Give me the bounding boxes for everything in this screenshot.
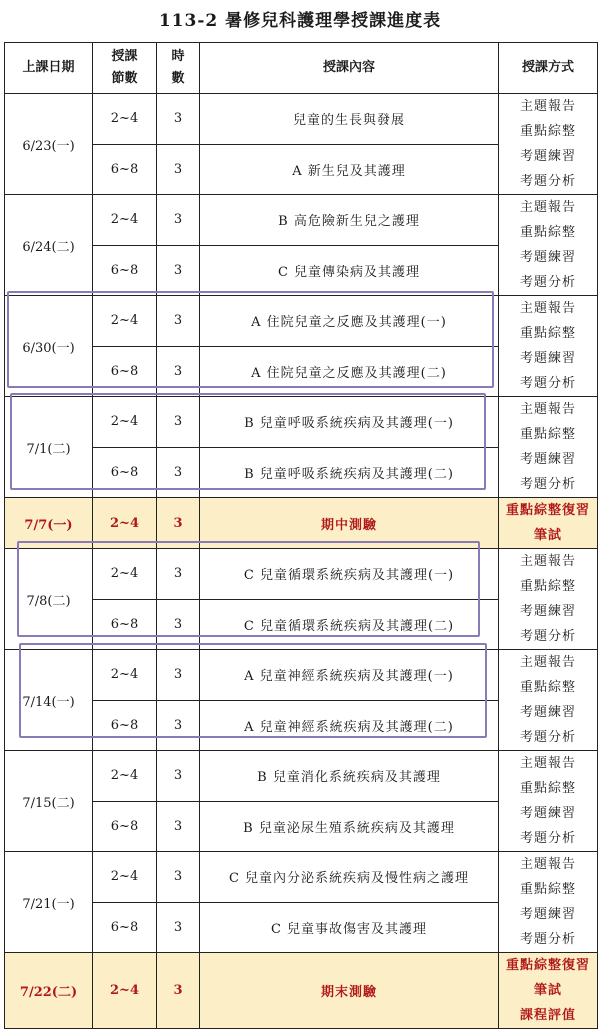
exam-row: [5, 953, 598, 1029]
content-cell: C 兒童事故傷害及其護理: [200, 902, 499, 953]
header-periods: [93, 43, 157, 94]
table-row: [5, 94, 598, 145]
content-cell: 期中測驗: [200, 498, 499, 549]
method-line: 考題分析: [519, 831, 576, 846]
schedule-body: [5, 94, 598, 1029]
hours-cell: 3: [157, 296, 200, 347]
periods-cell: 2~4: [93, 549, 157, 600]
content-cell: B 兒童呼吸系統疾病及其護理(一): [200, 397, 499, 448]
content-cell: 期末測驗: [200, 953, 499, 1029]
method-cell: [499, 195, 598, 296]
hours-cell: 3: [157, 751, 200, 802]
content-cell: C 兒童內分泌系統疾病及慢性病之護理: [200, 852, 499, 903]
date-cell: 6/30(一): [5, 296, 93, 397]
header-hours-bottom: 數: [171, 71, 185, 86]
hours-cell: 3: [157, 397, 200, 448]
method-line: 重點綜整: [519, 781, 576, 796]
hours-cell: 3: [157, 801, 200, 852]
periods-cell: 6~8: [93, 599, 157, 650]
table-row: [5, 650, 598, 701]
hours-cell: 3: [157, 902, 200, 953]
hours-cell: 3: [157, 549, 200, 600]
date-cell: 7/1(二): [5, 397, 93, 498]
header-date: 上課日期: [5, 43, 93, 94]
method-line: 考題練習: [519, 351, 576, 366]
date-cell: 7/7(一): [5, 498, 93, 549]
method-line: 重點綜整: [519, 427, 576, 442]
method-line: 重點綜整: [519, 326, 576, 341]
method-line: 考題分析: [519, 275, 576, 290]
hours-cell: 3: [157, 953, 200, 1029]
date-cell: 7/15(二): [5, 751, 93, 852]
method-line: 考題分析: [519, 730, 576, 745]
method-line: 考題練習: [519, 452, 576, 467]
method-line: 考題練習: [519, 250, 576, 265]
periods-cell: 2~4: [93, 296, 157, 347]
method-cell: [499, 953, 598, 1029]
method-line: 主題報告: [519, 200, 576, 215]
method-line: 筆試: [533, 528, 562, 543]
method-line: 主題報告: [519, 554, 576, 569]
periods-cell: 6~8: [93, 346, 157, 397]
content-cell: 兒童的生長與發展: [200, 94, 499, 145]
method-line: 考題分析: [519, 932, 576, 947]
content-cell: C 兒童傳染病及其護理: [200, 245, 499, 296]
content-cell: C 兒童循環系統疾病及其護理(二): [200, 599, 499, 650]
content-cell: A 住院兒童之反應及其護理(一): [200, 296, 499, 347]
table-row: [5, 397, 598, 448]
content-cell: B 高危險新生兒之護理: [200, 195, 499, 246]
method-cell: [499, 650, 598, 751]
table-row: [5, 296, 598, 347]
method-line: 重點綜整: [519, 225, 576, 240]
periods-cell: 2~4: [93, 498, 157, 549]
hours-cell: 3: [157, 650, 200, 701]
method-line: 主題報告: [519, 301, 576, 316]
method-cell: [499, 94, 598, 195]
content-cell: C 兒童循環系統疾病及其護理(一): [200, 549, 499, 600]
periods-cell: 2~4: [93, 852, 157, 903]
hours-cell: 3: [157, 498, 200, 549]
method-line: 主題報告: [519, 99, 576, 114]
content-cell: A 兒童神經系統疾病及其護理(一): [200, 650, 499, 701]
date-cell: 6/23(一): [5, 94, 93, 195]
hours-cell: 3: [157, 195, 200, 246]
periods-cell: 6~8: [93, 700, 157, 751]
method-cell: [499, 498, 598, 549]
table-row: [5, 549, 598, 600]
periods-cell: 2~4: [93, 751, 157, 802]
method-line: 主題報告: [519, 756, 576, 771]
date-cell: 6/24(二): [5, 195, 93, 296]
hours-cell: 3: [157, 346, 200, 397]
periods-cell: 2~4: [93, 195, 157, 246]
content-cell: A 住院兒童之反應及其護理(二): [200, 346, 499, 397]
table-row: [5, 195, 598, 246]
header-content: 授課內容: [200, 43, 499, 94]
hours-cell: 3: [157, 144, 200, 195]
method-line: 課程評值: [519, 1008, 576, 1023]
exam-row: [5, 498, 598, 549]
method-cell: [499, 852, 598, 953]
content-cell: B 兒童泌尿生殖系統疾病及其護理: [200, 801, 499, 852]
method-line: 筆試: [533, 983, 562, 998]
method-line: 主題報告: [519, 857, 576, 872]
method-line: 考題分析: [519, 376, 576, 391]
header-method: 授課方式: [499, 43, 598, 94]
hours-cell: 3: [157, 599, 200, 650]
periods-cell: 2~4: [93, 650, 157, 701]
table-row: [5, 852, 598, 903]
content-cell: B 兒童消化系統疾病及其護理: [200, 751, 499, 802]
method-cell: [499, 549, 598, 650]
header-periods-top: 授課: [111, 49, 138, 64]
method-line: 考題練習: [519, 806, 576, 821]
periods-cell: 2~4: [93, 94, 157, 145]
method-line: 考題分析: [519, 477, 576, 492]
page-title: 113-2 暑修兒科護理學授課進度表: [158, 11, 442, 31]
date-cell: 7/22(二): [5, 953, 93, 1029]
header-hours-top: 時: [171, 49, 185, 64]
method-cell: [499, 397, 598, 498]
method-line: 考題練習: [519, 907, 576, 922]
method-line: 重點綜整復習: [505, 503, 590, 518]
hours-cell: 3: [157, 447, 200, 498]
periods-cell: 6~8: [93, 144, 157, 195]
periods-cell: 2~4: [93, 953, 157, 1029]
periods-cell: 6~8: [93, 245, 157, 296]
method-line: 主題報告: [519, 402, 576, 417]
periods-cell: 6~8: [93, 902, 157, 953]
hours-cell: 3: [157, 700, 200, 751]
hours-cell: 3: [157, 94, 200, 145]
method-line: 重點綜整: [519, 124, 576, 139]
date-cell: 7/14(一): [5, 650, 93, 751]
content-cell: A 兒童神經系統疾病及其護理(二): [200, 700, 499, 751]
method-line: 考題練習: [519, 604, 576, 619]
date-cell: 7/21(一): [5, 852, 93, 953]
method-line: 重點綜整復習: [505, 958, 590, 973]
content-cell: A 新生兒及其護理: [200, 144, 499, 195]
date-cell: 7/8(二): [5, 549, 93, 650]
method-line: 重點綜整: [519, 680, 576, 695]
method-line: 重點綜整: [519, 882, 576, 897]
hours-cell: 3: [157, 852, 200, 903]
schedule-table: [4, 42, 598, 1029]
method-line: 重點綜整: [519, 579, 576, 594]
method-line: 考題分析: [519, 174, 576, 189]
method-line: 考題練習: [519, 149, 576, 164]
hours-cell: 3: [157, 245, 200, 296]
periods-cell: 6~8: [93, 801, 157, 852]
periods-cell: 6~8: [93, 447, 157, 498]
periods-cell: 2~4: [93, 397, 157, 448]
method-line: 考題分析: [519, 629, 576, 644]
method-line: 主題報告: [519, 655, 576, 670]
table-row: [5, 751, 598, 802]
method-cell: [499, 296, 598, 397]
header-hours: [157, 43, 200, 94]
method-cell: [499, 751, 598, 852]
content-cell: B 兒童呼吸系統疾病及其護理(二): [200, 447, 499, 498]
header-periods-bottom: 節數: [111, 71, 138, 86]
method-line: 考題練習: [519, 705, 576, 720]
